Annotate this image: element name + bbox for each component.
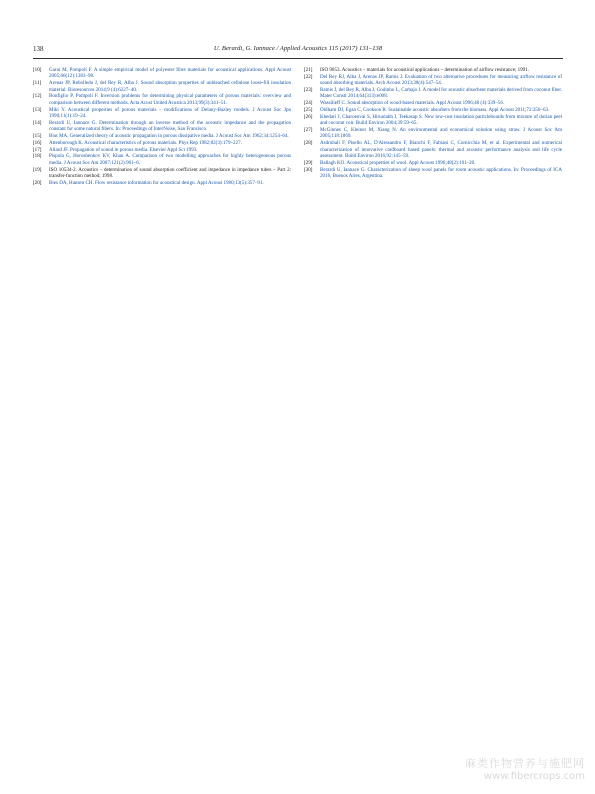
reference-number: [19] — [33, 166, 42, 173]
reference-number: [26] — [304, 113, 313, 120]
reference-link[interactable]: Khedari J, Charoenvai S, Hirunlabh J, Teekasap S. New low-cost insulation particleboards from mixture of durian peel and coconut coir. Build Environ 2004;39:59–65. — [320, 113, 562, 127]
reference-number: [15] — [33, 132, 42, 139]
reference-entry[interactable] — [304, 140, 562, 159]
reference-link[interactable]: Oldham DJ, Egan C, Cookson R. Sustainable acoustic absorbers from the biomass. Appl Acoust 2011;72:350–63. — [320, 107, 550, 114]
reference-number: [11] — [33, 80, 42, 87]
reference-number: [25] — [304, 107, 313, 114]
reference-entry[interactable] — [33, 107, 291, 120]
reference-entry[interactable] — [304, 127, 562, 140]
reference-link[interactable]: Berardi U, Iannace G. Determination through an inverse method of the acoustic impedance and the propagation constant for some natural fibers. In: Proceedings of InterNoise, San Francisco. — [49, 119, 291, 133]
reference-link[interactable]: Berardi U, Iannace G. Characterization of sheep wool panels for room acoustic applications. In: Proceedings of ICA 2016, Buenos Aires, Argentina. — [320, 166, 562, 179]
references-left-column — [33, 67, 291, 187]
reference-number: [27] — [304, 127, 313, 134]
reference-number: [18] — [33, 153, 42, 160]
reference-entry[interactable] — [33, 140, 291, 146]
reference-number: [13] — [33, 106, 42, 113]
page-header — [33, 45, 563, 57]
reference-link[interactable]: Del Rey RJ, Alba J, Arenas JP, Ramis J. Evaluation of two alternative procedures for measuring airflow resistance of sound absorbing materials. Arch Acoust 2013;38(4):547–54. — [320, 73, 562, 87]
reference-link[interactable]: Miki Y. Acoustical properties of porous materials – modifications of Delany-Bazley models. J Acoust Soc Jpn 1990;11(1):19–24. — [49, 106, 291, 119]
reference-link[interactable]: Bies DA, Hansen CH. Flow resistance information for acoustical design. Appl Acoust 1980;13(5):357–91. — [49, 179, 264, 186]
reference-number: [29] — [304, 159, 313, 166]
watermark — [465, 755, 585, 782]
reference-entry — [304, 67, 562, 73]
reference-entry[interactable] — [304, 160, 562, 166]
reference-entry[interactable] — [33, 67, 291, 80]
reference-entry[interactable] — [304, 107, 562, 113]
reference-number: [12] — [33, 93, 42, 100]
references-right-column — [304, 67, 562, 180]
reference-link[interactable]: McGinnes C, Kleiner M, Xiang N. An environmental and economical solution using straw. J Acoust Soc Am 2005;118:1869. — [320, 127, 562, 140]
page-number: 138 — [33, 45, 44, 53]
reference-link[interactable]: Wassilieff C. Sound absorption of wood-based materials. Appl Acoust 1996;48 (4):339–56. — [320, 100, 505, 107]
reference-entry[interactable] — [33, 93, 291, 106]
reference-link[interactable]: Ballagh KO. Acoustical properties of wool. Appl Acoust 1996;48(2):101–20. — [320, 159, 476, 166]
reference-entry[interactable] — [33, 133, 291, 139]
reference-number: [23] — [304, 87, 313, 94]
reference-link[interactable]: Pispola G, Horoshenkov KV, Khan A. Comparison of two modelling approaches for highly heterogeneous porous media. J Acoust Soc Am 2007;121(2):961–6. — [49, 153, 291, 166]
reference-link[interactable]: Garai M, Pompoli F. A simple empirical model of polyester fibre materials for acoustical applications. Appl Acoust 2005;66(12):1383–98. — [49, 67, 291, 80]
reference-entry — [33, 167, 291, 180]
reference-entry[interactable] — [304, 167, 562, 180]
reference-text: ISO 10534-2. Acoustics – determination of sound absorption coefficient and impedance in impedance tubes – Part 2: transfer-function method; 1998. — [49, 166, 291, 179]
reference-link[interactable]: Asdrubali F, Pisello AL, D'Alessandro F, Bianchi F, Fabiani C, Cornicchia M, et al. Experimental and numerical characterization of innovative cardboard based panels: thermal and acoustic performance analysis and life cycle assessment. Build Environ 2016;92:145–59. — [320, 140, 562, 159]
watermark-line1: 麻类作物营养与施肥网 — [465, 757, 585, 770]
reference-number: [16] — [33, 139, 42, 146]
reference-number: [17] — [33, 146, 42, 153]
reference-number: [21] — [304, 67, 313, 73]
reference-number: [10] — [33, 67, 42, 73]
reference-entry[interactable] — [33, 180, 291, 186]
reference-link[interactable]: Bonfiglio P, Pompoli F. Inversion problems for determining physical parameters of porous materials: overview and comparison between different methods. Acta Acust United Acustica 2013;99(3):341–51. — [49, 93, 291, 106]
reference-link[interactable]: Attenborough K. Acoustical characteristics of porous materials. Phys Rep 1982;82(3):179–227. — [49, 139, 242, 146]
reference-entry[interactable] — [33, 80, 291, 93]
running-title: U. Berardi, G. Iannace / Applied Acoustics 115 (2017) 131–138 — [213, 45, 383, 52]
reference-text: ISO 9053. Acoustics – materials for acoustical applications – determination of airflow resistance; 1991. — [320, 67, 529, 73]
reference-number: [14] — [33, 119, 42, 126]
reference-link[interactable]: Biot MA. Generalized theory of acoustic propagation in porous dissipative media. J Acoust Soc Am 1962;34:1254–64. — [49, 132, 289, 139]
reference-number: [24] — [304, 100, 313, 107]
header-rule — [33, 58, 563, 59]
reference-number: [20] — [33, 179, 42, 186]
reference-entry[interactable] — [304, 100, 562, 106]
reference-number: [28] — [304, 140, 313, 147]
reference-entry[interactable] — [33, 120, 291, 133]
reference-link[interactable]: Arenas JP, Rebolledo J, del Rey R, Alba J. Sound absorption properties of unbleached cellulose loose-fill insulation material. Bioresources 2014;9 (4):6227–40. — [49, 80, 291, 93]
reference-entry[interactable] — [304, 74, 562, 87]
reference-number: [30] — [304, 166, 313, 173]
reference-link[interactable]: Ramis J, del Rey R, Alba J, Godinho L, Carbajo J. A model for acoustic absorbent materials derived from coconut fiber. Mater Constr 2014;64(313):e008. — [320, 87, 562, 100]
watermark-line2: www.fibercrops.com — [483, 771, 585, 782]
reference-entry[interactable] — [33, 153, 291, 166]
reference-link[interactable]: Allard JF. Propagation of sound in porous media. Elsevier Appl Sci 1993. — [49, 146, 198, 153]
reference-number: [22] — [304, 73, 313, 80]
reference-entry[interactable] — [304, 87, 562, 100]
reference-entry[interactable] — [304, 114, 562, 127]
